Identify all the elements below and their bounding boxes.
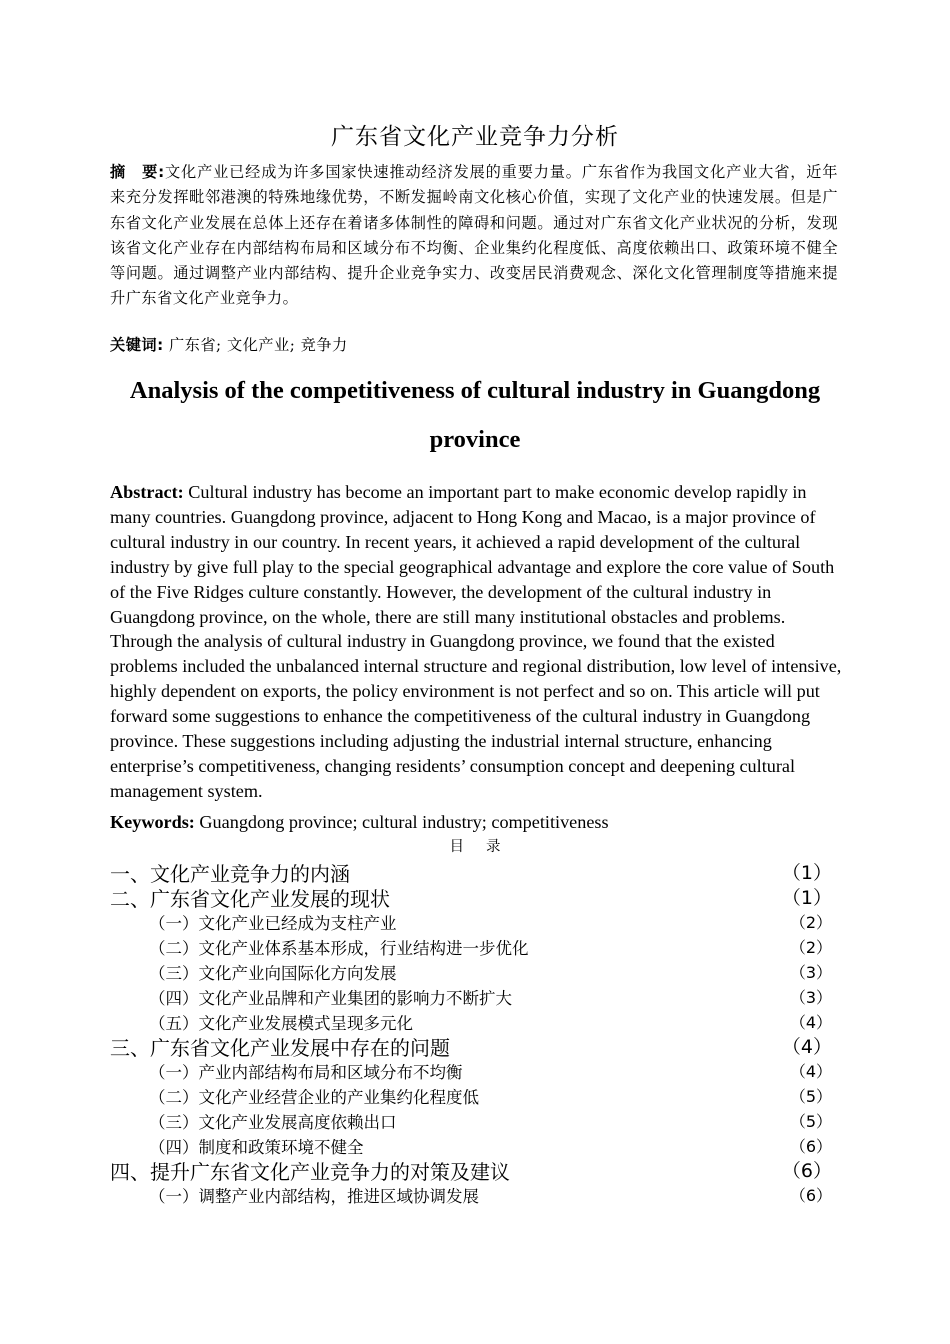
toc-entry-page: （6） [781,1160,832,1182]
english-abstract-text: Cultural industry has become an important part to make economic develop rapidly in many countries. Guangdong province, adjacent to Hong Kong and Macao, is a major province of cultural industry in our country. In recent years, it achieved a rapid development of the cultural industry by give full play to the special geographical advantage and explore the core value of South of the Five Ridges culture constantly. However, the development of the cultural industry in Guangdong province, on the whole, there are still many institutional obstacles and problems. Through the analysis of cultural industry in Guangdong province, we found that the existed problems included the unbalanced internal structure and regional distribution, low level of intensive, highly dependent on exports, the policy environment is not perfect and so on. This article will put forward some suggestions to enhance the competitiveness of the cultural industry in Guangdong province. These suggestions including adjusting the industrial internal structure, enhancing enterprise’s competitiveness, changing residents’ consumption concept and deepening cultural management system. [110,482,842,801]
chinese-keywords [110,333,838,357]
chinese-title: 广东省文化产业竞争力分析 [331,124,619,150]
toc-entry-text: （四）文化产业品牌和产业集团的影响力不断扩大 [149,989,512,1008]
toc-entry-text: （一）调整产业内部结构，推进区域协调发展 [149,1187,479,1206]
toc-entry-text: （五）文化产业发展模式呈现多元化 [149,1014,413,1033]
toc-entry-text: （二）文化产业经营企业的产业集约化程度低 [149,1088,479,1107]
toc-entry-page: （4） [789,1013,832,1032]
toc-entry-page: （6） [789,1186,832,1205]
chinese-keywords-label: 关键词: [110,336,164,354]
english-keywords-label: Keywords: [110,812,195,832]
toc-entry-text: （二）文化产业体系基本形成，行业结构进一步优化 [149,939,529,958]
toc-entry-page: （4） [789,1062,832,1081]
toc-entry-text: 二、广东省文化产业发展的现状 [110,887,390,911]
toc-entry-text: （四）制度和政策环境不健全 [149,1138,364,1157]
english-abstract [110,480,842,804]
toc-entry-page: （3） [789,963,832,982]
toc-entry-text: （一）文化产业已经成为支柱产业 [149,914,397,933]
toc-entry-page: （2） [789,938,832,957]
toc-entry-page: （2） [789,913,832,932]
toc-entry-page: （6） [789,1137,832,1156]
toc-entry-text: 一、文化产业竞争力的内涵 [110,862,350,886]
toc-entry-page: （5） [789,1087,832,1106]
toc-entry-page: （1） [781,887,832,909]
toc-entry-page: （1） [781,862,832,884]
english-title: Analysis of the competitiveness of cultural industry in Guangdong province [129,377,821,453]
english-abstract-label: Abstract: [110,482,184,502]
toc-entry-text: 三、广东省文化产业发展中存在的问题 [110,1036,450,1060]
toc-entry-text: （三）文化产业向国际化方向发展 [149,964,397,983]
toc-entry-text: （三）文化产业发展高度依赖出口 [149,1113,397,1132]
chinese-abstract [110,160,838,312]
toc-entry-page: （5） [789,1112,832,1131]
toc-entry-text: （一）产业内部结构布局和区域分布不均衡 [149,1063,463,1082]
chinese-keywords-text: 广东省; 文化产业; 竞争力 [168,336,348,354]
english-keywords [110,810,842,834]
chinese-abstract-label: 摘 要: [110,163,165,181]
toc-entry-text: 四、提升广东省文化产业竞争力的对策及建议 [110,1160,510,1184]
toc-entry-page: （3） [789,988,832,1007]
english-keywords-text: Guangdong province; cultural industry; competitiveness [199,812,609,832]
toc-heading: 目录 [449,839,523,855]
chinese-abstract-text: 文化产业已经成为许多国家快速推动经济发展的重要力量。广东省作为我国文化产业大省，近年来充分发挥毗邻港澳的特殊地缘优势，不断发掘岭南文化核心价值，实现了文化产业的快速发展。但是广东省文化产业发展在总体上还存在着诸多体制性的障碍和问题。通过对广东省文化产业状况的分析，发现该省文化产业存在内部结构布局和区域分布不均衡、企业集约化程度低、高度依赖出口、政策环境不健全等问题。通过调整产业内部结构、提升企业竞争实力、改变居民消费观念、深化文化管理制度等措施来提升广东省文化产业竞争力。 [110,163,838,308]
toc-entry-page: （4） [781,1036,832,1058]
